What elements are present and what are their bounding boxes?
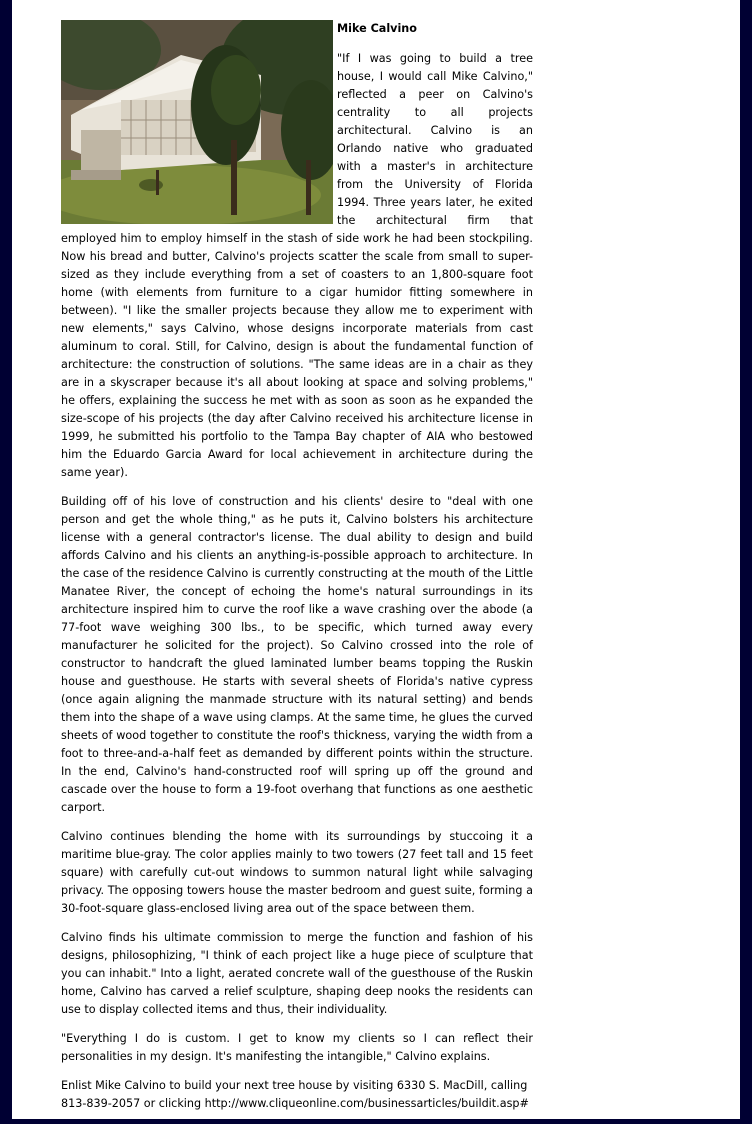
page-background xyxy=(12,0,740,1119)
article-body xyxy=(61,20,533,1124)
article-paragraph-2: Building off of his love of construction and his clients' desire to "deal with one person and get the whole thing," as he puts it, Calvino bolsters his architecture license with a general contractor's license. The dual ability to design and build affords Calvino and his clients an anything-is-possible approach to architecture. In the case of the residence Calvino is currently constructing at the mouth of the Little Manatee River, the concept of echoing the home's natural surroundings in its architecture inspired him to curve the roof like a wave crashing over the abode (a 77-foot wave weighing 300 lbs., to be specific, which turned away every manufacturer he solicited for the project). So Calvino crossed into the role of constructor to handcraft the glued laminated lumber beams topping the Ruskin house and guesthouse. He starts with several sheets of Florida's native cypress (once again aligning the manmade structure with its natural setting) and bends them into the shape of a wave using clamps. At the same time, he glues the curved sheets of wood together to constitute the roof's thickness, varying the width from a foot to three-and-a-half feet as demanded by different points within the structure. In the end, Calvino's hand-constructed roof will spring up off the ground and cascade over the house to form a 19-foot overhang that functions as one aesthetic carport. xyxy=(61,495,533,814)
tree-house-photo xyxy=(61,20,333,224)
article-paragraph-3: Calvino continues blending the home with its surroundings by stuccoing it a maritime blue-gray. The color applies mainly to two towers (27 feet tall and 15 feet square) with carefully cut-out windows to summon natural light while salvaging privacy. The opposing towers house the master bedroom and guest suite, forming a 30-foot-square glass-enclosed living area out of the space between them. xyxy=(61,830,533,915)
closing-text: Enlist Mike Calvino to build your next tree house by visiting 6330 S. MacDill, calling 813-839-2057 or clicking xyxy=(61,1079,528,1110)
article-paragraph-5: "Everything I do is custom. I get to know my clients so I can reflect their personalities in my design. It's manifesting the intangible," Calvino explains. xyxy=(61,1032,533,1063)
article-link[interactable]: http://www.cliqueonline.com/businessarticles/buildit.asp# xyxy=(204,1097,529,1110)
article-title: Mike Calvino xyxy=(337,22,417,35)
article-paragraph-4: Calvino finds his ultimate commission to merge the function and fashion of his designs, philosophizing, "I think of each project like a huge piece of sculpture that you can inhabit." Into a light, aerated concrete wall of the guesthouse of the Ruskin home, Calvino has carved a relief sculpture, shaping deep nooks the residents can use to display collected items and thus, their individuality. xyxy=(61,931,533,1016)
closing-paragraph xyxy=(61,1077,533,1113)
article-paragraph-1: "If I was going to build a tree house, I would call Mike Calvino," reflected a peer on Calvino's centrality to all projects architectural. Calvino is an Orlando native who graduated with a master's in architecture from the University of Florida 1994. Three years later, he exited the architectural firm that employed him to employ himself in the stash of side work he had been stockpiling. Now his bread and butter, Calvino's projects scatter the scale from small to super-sized as they include everything from a set of coasters to an 1,800-square foot home (with elements from furniture to a cigar humidor fitting somewhere in between). "I like the smaller projects because they allow me to experiment with new elements," says Calvino, whose designs incorporate materials from cast aluminum to coral. Still, for Calvino, design is about the fundamental function of architecture: the construction of solutions. "The same ideas are in a chair as they are in a skyscraper because it's all about looking at space and solving problems," he offers, explaining the success he met with as soon as soon as he expanded the size-scope of his projects (the day after Calvino received his architecture license in 1999, he submitted his portfolio to the Tampa Bay chapter of AIA who bestowed him the Eduardo Garcia Award for local achievement in architecture during the same year). xyxy=(61,52,533,479)
